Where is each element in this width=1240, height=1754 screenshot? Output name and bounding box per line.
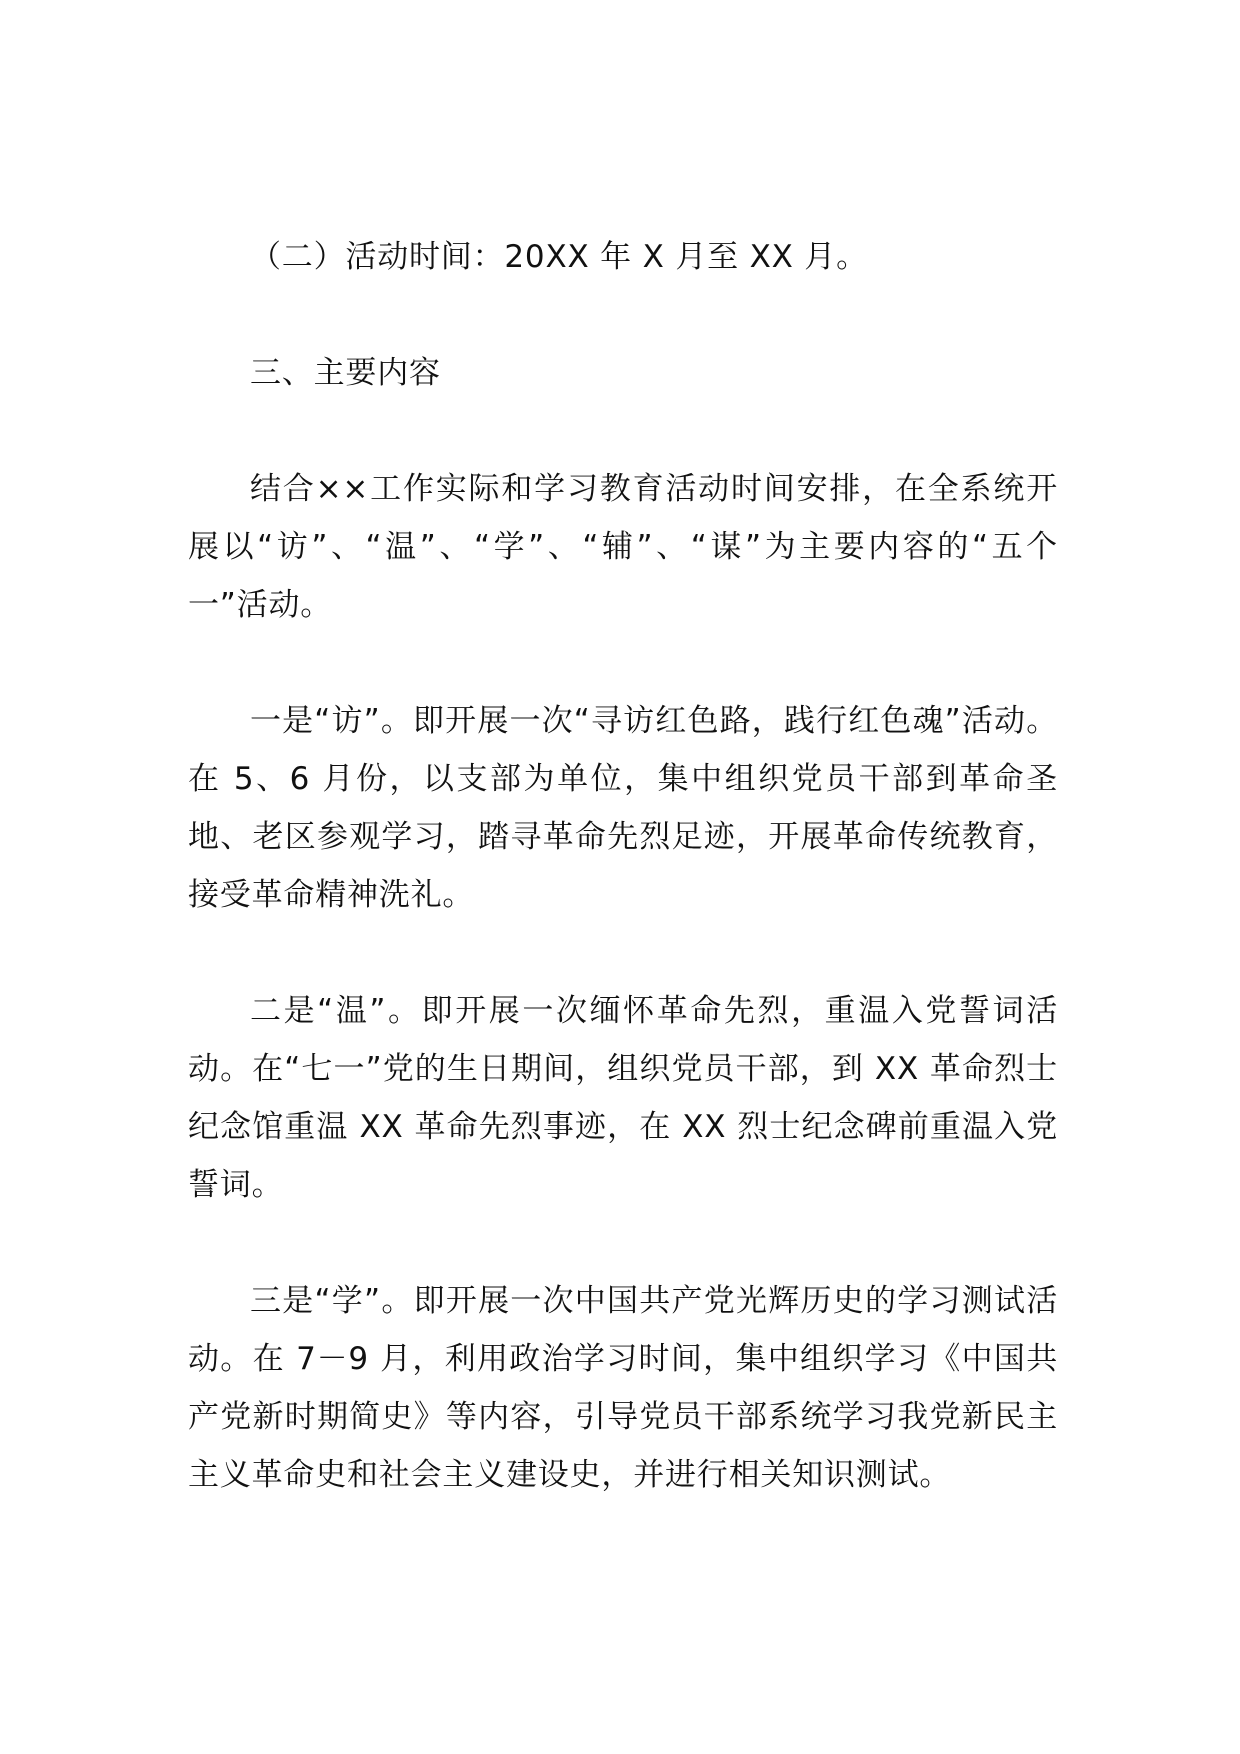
- document-body: [188, 228, 1058, 1504]
- paragraph-review: 二是“温”。即开展一次缅怀革命先烈，重温入党誓词活动。在“七一”党的生日期间，组织党员干部，到 XX 革命烈士纪念馆重温 XX 革命先烈事迹，在 XX 烈士纪念碑前重温入党誓词。: [188, 993, 1058, 1203]
- paragraph-study: 三是“学”。即开展一次中国共产党光辉历史的学习测试活动。在 7－9 月，利用政治学习时间，集中组织学习《中国共产党新时期简史》等内容，引导党员干部系统学习我党新民主主义革命史和社会主义建设史，并进行相关知识测试。: [188, 1283, 1058, 1493]
- paragraph-overview: 结合××工作实际和学习教育活动时间安排，在全系统开展以“访”、“温”、“学”、“辅”、“谋”为主要内容的“五个一”活动。: [188, 471, 1058, 623]
- paragraph-activity-time: （二）活动时间：20XX 年 X 月至 XX 月。: [250, 239, 868, 275]
- paragraph-visit: 一是“访”。即开展一次“寻访红色路，践行红色魂”活动。在 5、6 月份，以支部为单位，集中组织党员干部到革命圣地、老区参观学习，踏寻革命先烈足迹，开展革命传统教育，接受革命精神洗礼。: [188, 703, 1058, 913]
- section-heading-main-content: 三、主要内容: [250, 355, 441, 391]
